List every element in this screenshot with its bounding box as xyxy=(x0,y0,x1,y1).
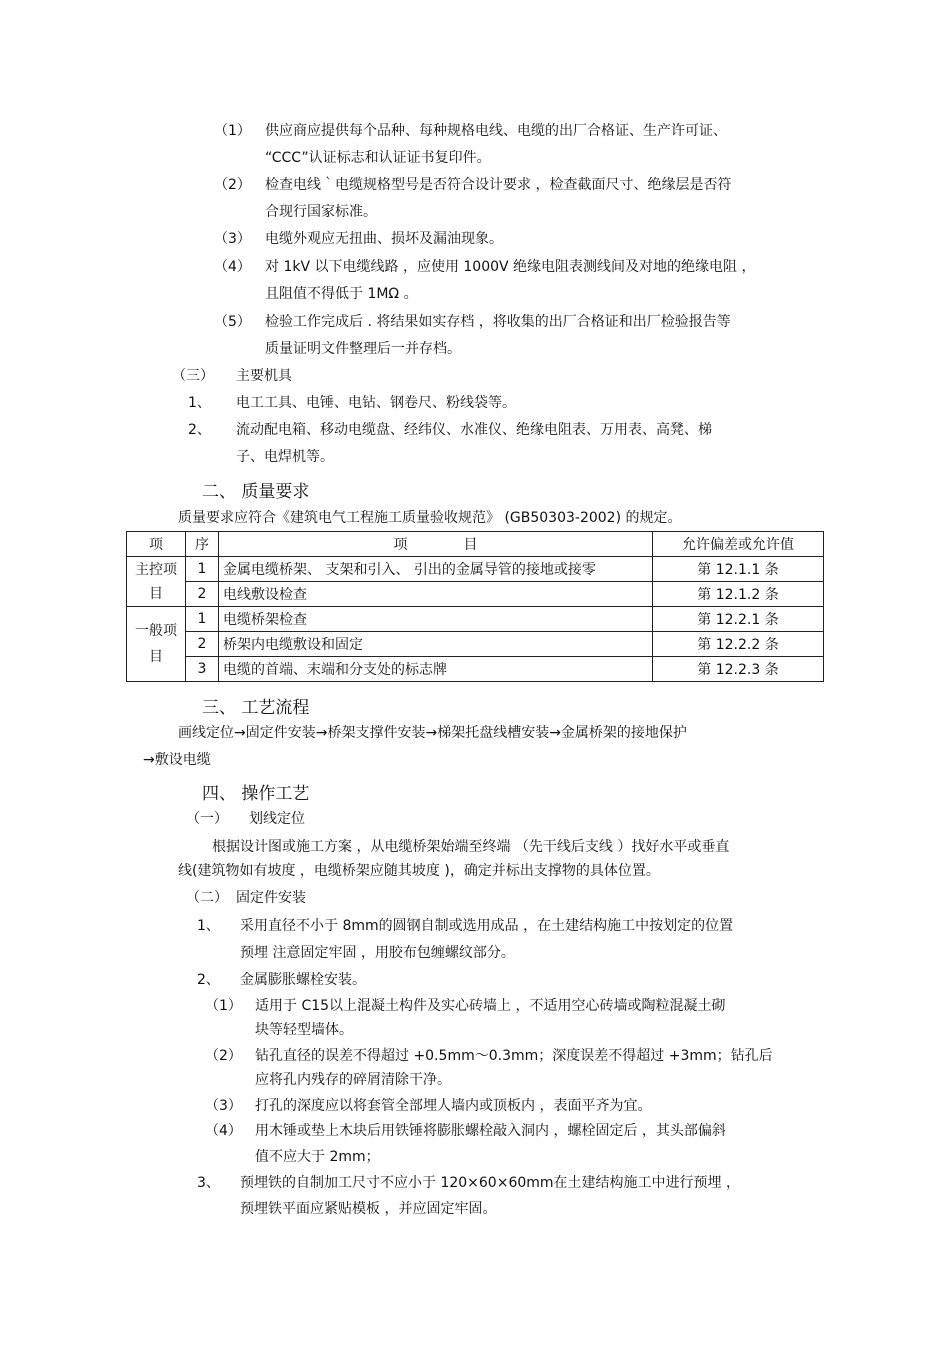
item-text: 检验工作完成后 . 将结果如实存档 ，将收集的出厂合格证和出厂检验报告等 xyxy=(265,314,731,330)
item-number: （4） xyxy=(205,1123,242,1139)
item-number: （4） xyxy=(214,259,251,275)
row-ref: 第 12.1.1 条 xyxy=(653,557,824,582)
group-label-general: 一般项目 xyxy=(127,607,186,682)
paragraph: 画线定位→固定件安装→桥架支撑件安装→梯架托盘线槽安装→金属桥架的接地保护 xyxy=(178,725,687,741)
table-row xyxy=(127,582,824,607)
item-text: 预埋铁的自制加工尺寸不应小于 120×60×60mm在土建结构施工中进行预埋 ， xyxy=(240,1175,740,1191)
row-item: 电线敷设检查 xyxy=(219,582,653,607)
group-label-main: 主控项目 xyxy=(127,557,186,607)
table-header-row xyxy=(127,532,824,557)
item-number: 1、 xyxy=(188,395,211,411)
section-heading: 三、 工艺流程 xyxy=(202,698,310,718)
row-ref: 第 12.2.1 条 xyxy=(653,607,824,632)
item-text: 子、电焊机等。 xyxy=(236,449,334,465)
item-text: 钻孔直径的误差不得超过 +0.5mm～0.3mm；深度误差不得超过 +3mm；钻孔后 xyxy=(255,1048,773,1064)
row-ref: 第 12.2.3 条 xyxy=(653,657,824,682)
row-item: 金属电缆桥架、 支架和引入、 引出的金属导管的接地或接零 xyxy=(219,557,653,582)
row-ref: 第 12.1.2 条 xyxy=(653,582,824,607)
item-text: 检查电线｀电缆规格型号是否符合设计要求 ，检查截面尺寸、绝缘层是否符 xyxy=(265,177,732,193)
item-text: 流动配电箱、移动电缆盘、经纬仪、水准仪、绝缘电阻表、万用表、高凳、梯 xyxy=(236,422,712,438)
item-text: 对 1kV 以下电缆线路 ，应使用 1000V 绝缘电阻表测线间及对地的绝缘电阻 ， xyxy=(265,259,756,275)
table-header: 项 xyxy=(127,532,186,557)
section-heading: 四、 操作工艺 xyxy=(202,784,310,804)
item-text: 采用直径不小于 8mm的圆钢自制或选用成品 ，在土建结构施工中按划定的位置 xyxy=(240,918,734,934)
subsection-number: （二） xyxy=(186,890,228,906)
row-ref: 第 12.2.2 条 xyxy=(653,632,824,657)
row-number: 1 xyxy=(186,557,219,582)
item-text: 电工工具、电锤、电钻、钢卷尺、粉线袋等。 xyxy=(236,395,516,411)
item-text: 质量证明文件整理后一并存档。 xyxy=(265,341,461,357)
section-heading: 二、 质量要求 xyxy=(202,482,310,502)
item-text: 打孔的深度应以将套管全部埋人墙内或顶板内 ，表面平齐为宜。 xyxy=(255,1098,652,1114)
row-item: 电缆的首端、末端和分支处的标志牌 xyxy=(219,657,653,682)
table-row xyxy=(127,657,824,682)
paragraph: 线(建筑物如有坡度 ，电缆桥架应随其坡度 )，确定并标出支撑物的具体位置。 xyxy=(178,863,660,879)
item-text: 供应商应提供每个品种、每种规格电线、电缆的出厂合格证、生产许可证、 xyxy=(265,123,727,139)
item-text: “CCC”认证标志和认证证书复印件。 xyxy=(265,150,491,166)
quality-table xyxy=(126,531,824,682)
item-number: 2、 xyxy=(188,422,211,438)
item-text: 电缆外观应无扭曲、损坏及漏油现象。 xyxy=(265,231,503,247)
table-row xyxy=(127,557,824,582)
item-number: （1） xyxy=(205,998,242,1014)
subsection-heading: 固定件安装 xyxy=(236,890,306,906)
item-number: （1） xyxy=(214,123,251,139)
paragraph: 根据设计图或施工方案 ，从电缆桥架始端至终端 （先干线后支线 ）找好水平或垂直 xyxy=(212,839,730,855)
item-number: （2） xyxy=(205,1048,242,1064)
subsection-number: （一） xyxy=(186,811,228,827)
item-text: 合现行国家标准。 xyxy=(265,204,377,220)
row-number: 2 xyxy=(186,582,219,607)
item-number: 1、 xyxy=(197,918,220,934)
item-text: 预埋铁平面应紧贴模板 ，并应固定牢固。 xyxy=(240,1201,497,1217)
table-header: 项 目 xyxy=(219,532,653,557)
subsection-heading: 划线定位 xyxy=(249,811,305,827)
item-number: 3、 xyxy=(197,1175,220,1191)
item-text: 块等轻型墙体。 xyxy=(255,1022,353,1038)
subsection-number: （三） xyxy=(172,368,214,384)
item-number: 2、 xyxy=(197,972,220,988)
item-text: 应将孔内残存的碎屑清除干净。 xyxy=(255,1072,451,1088)
row-number: 2 xyxy=(186,632,219,657)
table-header: 允许偏差或允许值 xyxy=(653,532,824,557)
table-row xyxy=(127,632,824,657)
item-number: （5） xyxy=(214,314,251,330)
item-text: 预埋 注意固定牢固 ，用胶布包缠螺纹部分。 xyxy=(240,945,515,961)
table-row xyxy=(127,607,824,632)
item-text: 用木锤或垫上木块后用铁锤将膨胀螺栓敲入洞内 ，螺栓固定后 ，其头部偏斜 xyxy=(255,1123,726,1139)
item-text: 值不应大于 2mm； xyxy=(255,1149,380,1165)
item-number: （3） xyxy=(205,1098,242,1114)
item-text: 且阻值不得低于 1MΩ 。 xyxy=(265,286,418,302)
paragraph: 质量要求应符合《建筑电气工程施工质量验收规范》 (GB50303-2002) 的规定。 xyxy=(178,510,682,526)
item-number: （3） xyxy=(214,231,251,247)
paragraph: →敷设电缆 xyxy=(143,752,211,768)
row-item: 电缆桥架检查 xyxy=(219,607,653,632)
subsection-heading: 主要机具 xyxy=(236,368,292,384)
table-header: 序 xyxy=(186,532,219,557)
item-text: 适用于 C15以上混凝土构件及实心砖墙上 ，不适用空心砖墙或陶粒混凝土砌 xyxy=(255,998,726,1014)
row-number: 1 xyxy=(186,607,219,632)
item-text: 金属膨胀螺栓安装。 xyxy=(240,972,366,988)
row-item: 桥架内电缆敷设和固定 xyxy=(219,632,653,657)
row-number: 3 xyxy=(186,657,219,682)
item-number: （2） xyxy=(214,177,251,193)
